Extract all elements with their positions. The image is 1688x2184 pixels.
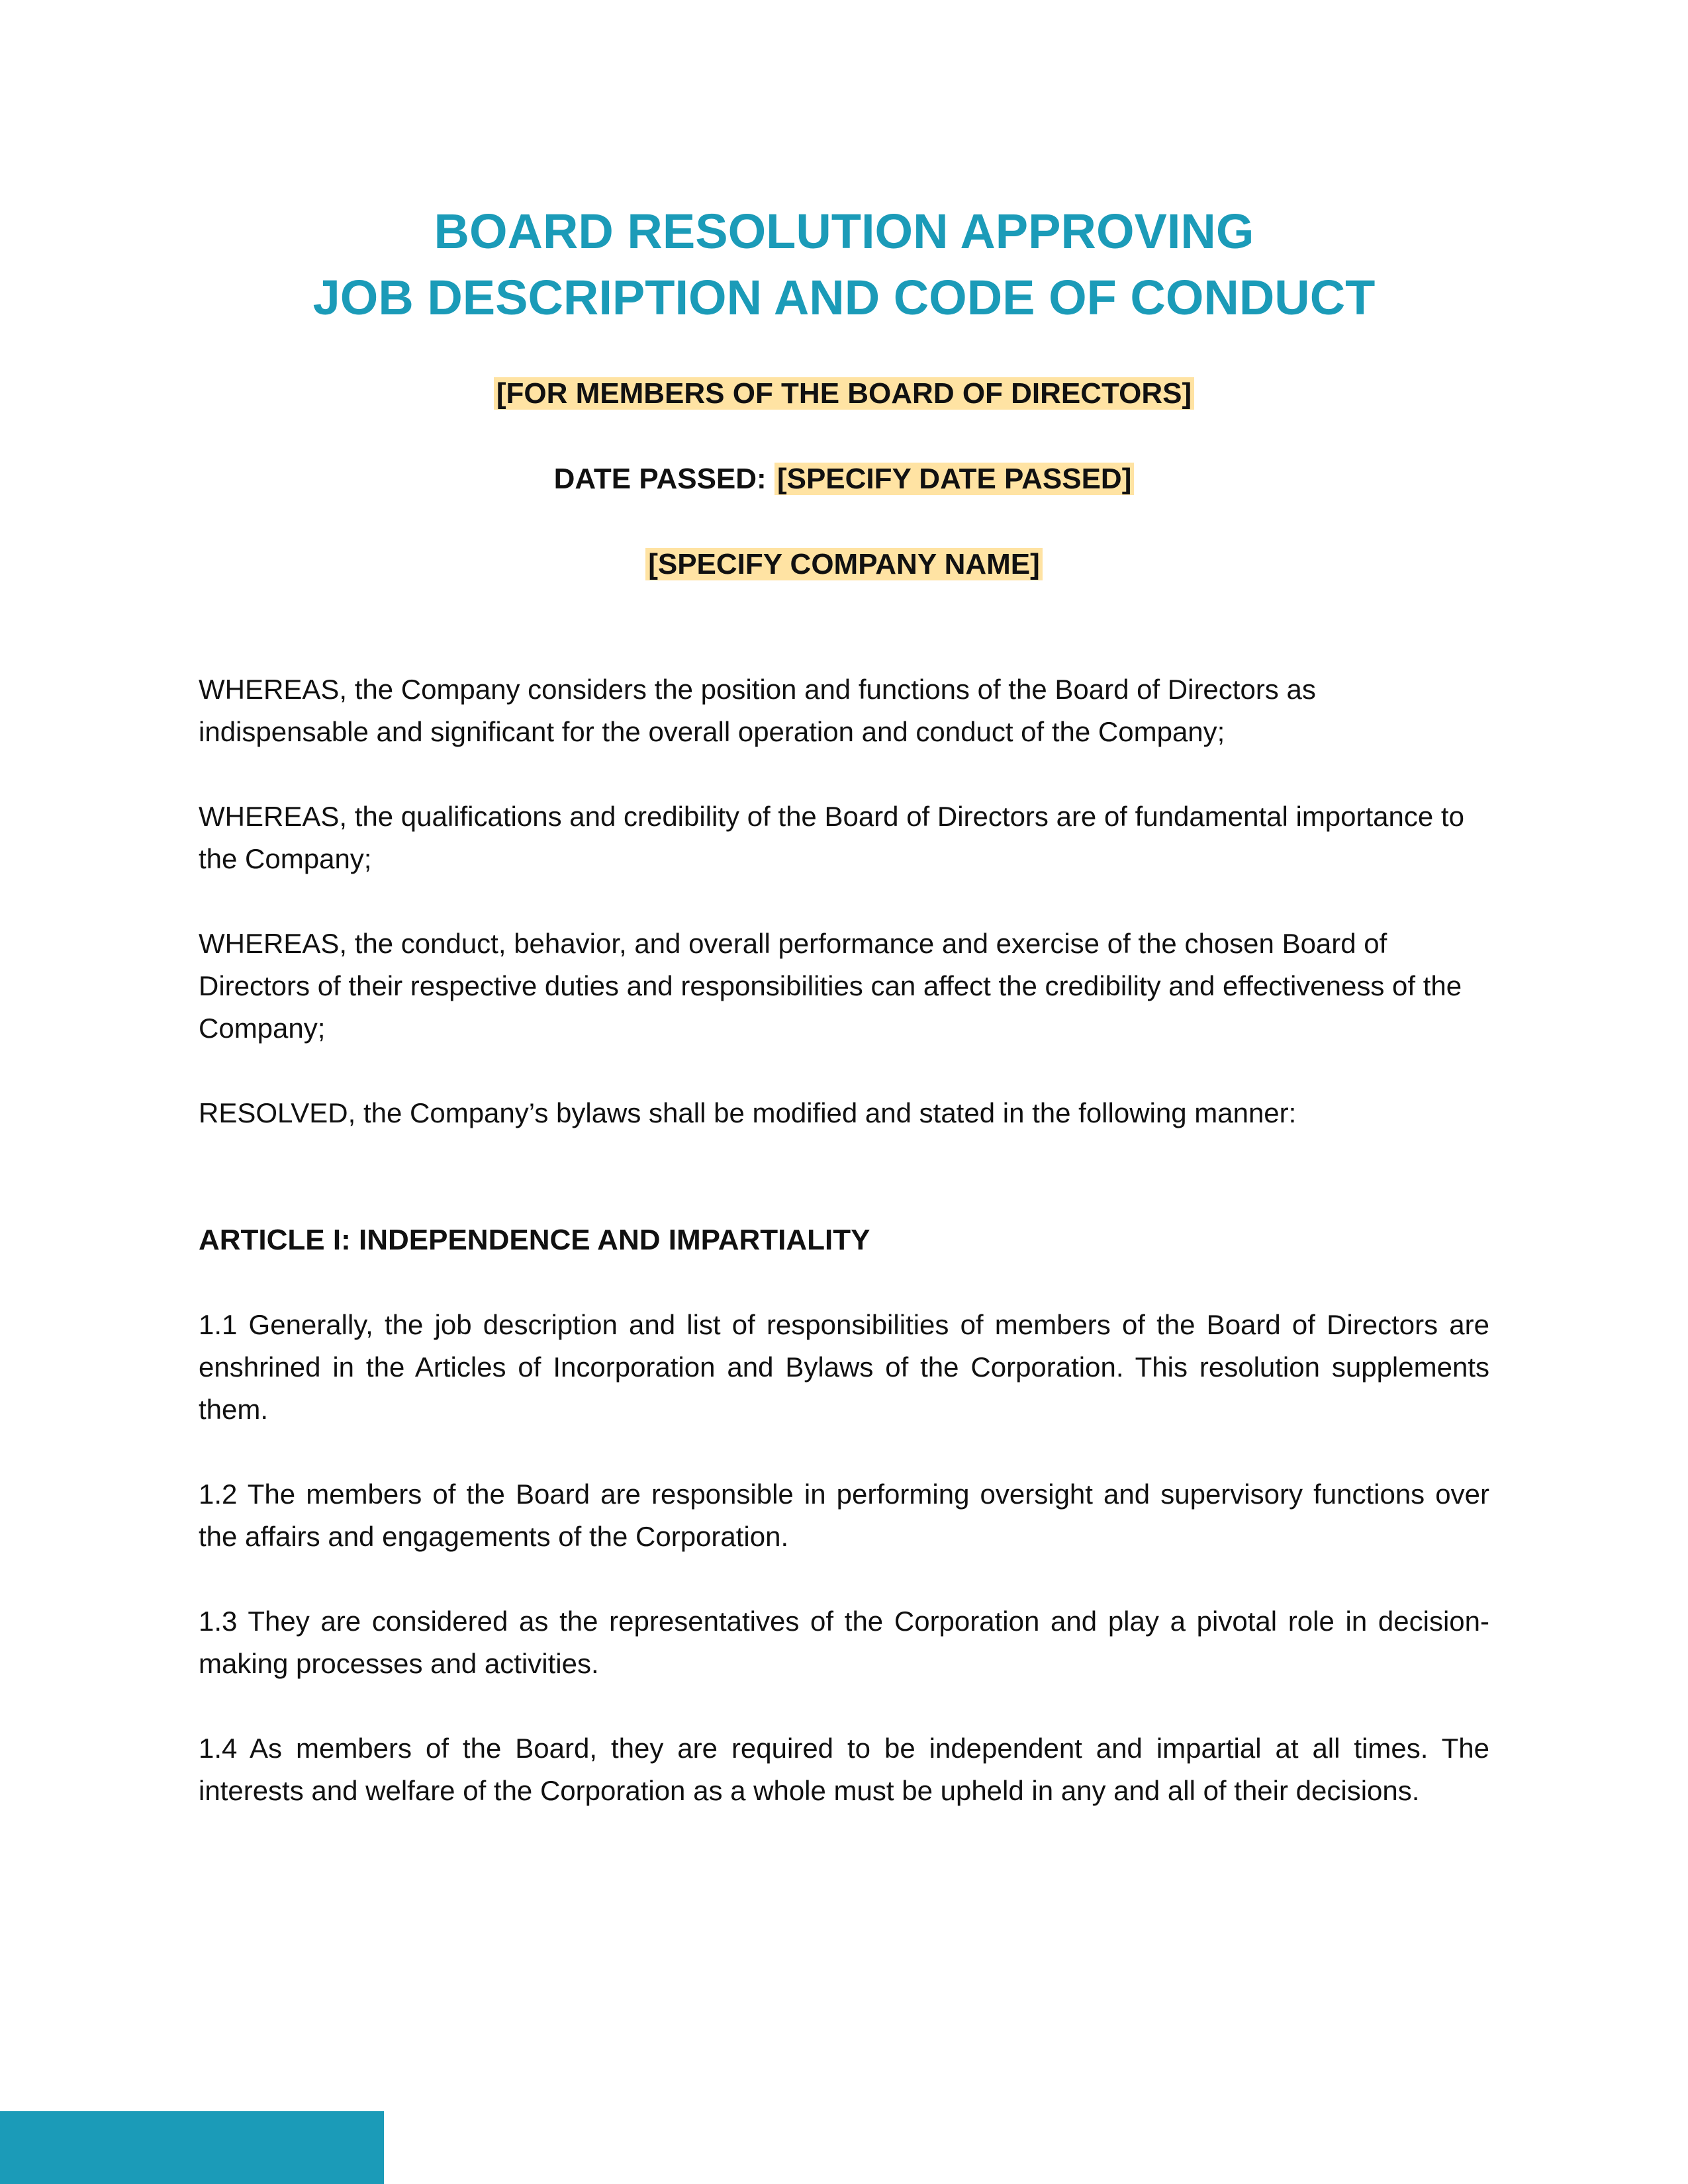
clause-1-4: 1.4 As members of the Board, they are required to be independent and impartial at all times. The interests and welfare of the Corporation as a whole must be upheld in any and all of their decisions. (199, 1733, 1489, 1806)
company-name-placeholder: [SPECIFY COMPANY NAME] (645, 548, 1043, 580)
clause-1-3: 1.3 They are considered as the representatives of the Corporation and play a pivotal role in decision-making processes and activities. (199, 1606, 1489, 1679)
date-passed-placeholder: [SPECIFY DATE PASSED] (774, 463, 1134, 495)
footer-accent-bar (0, 2111, 384, 2184)
date-passed-label: DATE PASSED: (553, 463, 767, 495)
whereas-paragraph-1: WHEREAS, the Company considers the position and functions of the Board of Directors as indispensable and significant for the overall operation and conduct of the Company; (199, 674, 1316, 747)
document-title (199, 199, 1489, 331)
clause-1-2: 1.2 The members of the Board are responsible in performing oversight and supervisory functions over the affairs and engagements of the Corporation. (199, 1479, 1489, 1552)
whereas-paragraph-3: WHEREAS, the conduct, behavior, and overall performance and exercise of the chosen Board of Directors of their respective duties and responsibilities can affect the credibility and effectiveness of the Company; (199, 928, 1462, 1044)
whereas-paragraph-2: WHEREAS, the qualifications and credibility of the Board of Directors are of fundamental importance to the Company; (199, 801, 1464, 874)
title-line-2: JOB DESCRIPTION AND CODE OF CONDUCT (312, 270, 1376, 325)
clause-1-1: 1.1 Generally, the job description and list of responsibilities of members of the Board of Directors are enshrined in the Articles of Incorporation and Bylaws of the Corporation. This resolution supplements them. (199, 1309, 1489, 1425)
document-body (199, 668, 1489, 1854)
article-heading: ARTICLE I: INDEPENDENCE AND IMPARTIALITY (199, 1224, 870, 1256)
subtitle-placeholder: [FOR MEMBERS OF THE BOARD OF DIRECTORS] (494, 377, 1194, 410)
date-passed-line (199, 459, 1489, 499)
subtitle-line (199, 374, 1489, 414)
company-name-line (199, 545, 1489, 584)
resolved-paragraph: RESOLVED, the Company’s bylaws shall be modified and stated in the following manner: (199, 1097, 1297, 1128)
title-line-1: BOARD RESOLUTION APPROVING (434, 204, 1254, 259)
